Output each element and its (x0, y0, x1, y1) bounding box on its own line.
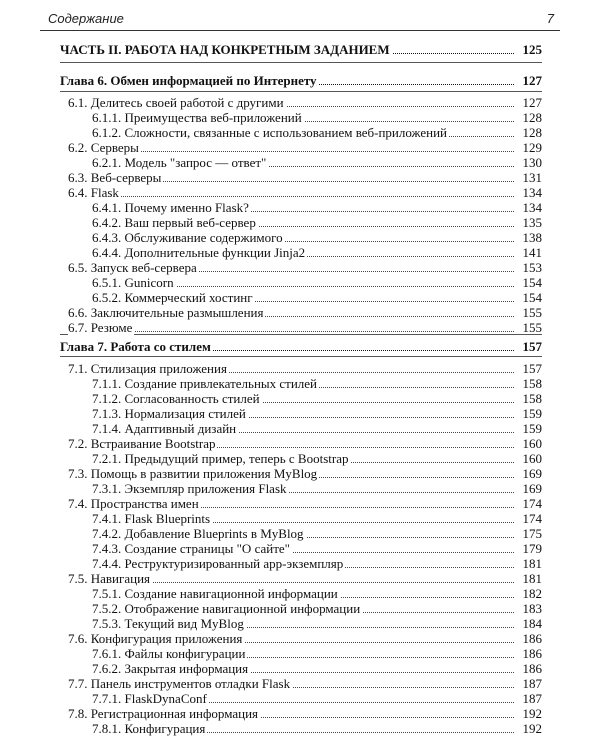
toc-chapter-entry (60, 339, 542, 354)
toc-entry-page: 154 (522, 275, 542, 290)
toc-entry-title: 6.4. Flask (68, 185, 119, 200)
toc-subsection-entry (60, 290, 542, 305)
toc-entry-title: 6.6. Заключительные размышления (68, 305, 264, 320)
toc-entry-page: 181 (522, 571, 542, 586)
toc-subsection-entry (60, 556, 542, 571)
toc-entry-page: 169 (522, 466, 542, 481)
toc-entry-title: 7.2. Встраивание Bootstrap (68, 436, 216, 451)
toc-section-entry (60, 185, 542, 200)
toc-entry-page: 127 (522, 73, 542, 88)
toc-entry-page: 134 (522, 185, 542, 200)
toc-entry-title: 7.5.2. Отображение навигационной информации (92, 601, 361, 616)
toc-subsection-entry (60, 230, 542, 245)
toc-entry-title: 7.1. Стилизация приложения (68, 361, 227, 376)
toc-subsection-entry (60, 511, 542, 526)
toc-entry-page: 186 (522, 631, 542, 646)
toc-entry-title: 7.1.1. Создание привлекательных стилей (92, 376, 318, 391)
toc-entry-page: 175 (522, 526, 542, 541)
toc-entry-page: 155 (522, 305, 542, 320)
toc-subsection-entry (60, 275, 542, 290)
toc-section-entry (60, 436, 542, 451)
toc-entry-title: 6.1.2. Сложности, связанные с использованием веб-приложений (92, 125, 448, 140)
toc-entry-page: 128 (522, 125, 542, 140)
toc-entry-page: 187 (522, 691, 542, 706)
toc-entry-title: 6.1. Делитесь своей работой с другими (68, 95, 284, 110)
toc-entry-title: 6.1.1. Преимущества веб-приложений (92, 110, 302, 125)
toc-entry-title: 7.6.1. Файлы конфигурации (92, 646, 246, 661)
toc-entry-page: 192 (522, 706, 542, 721)
toc-section-entry (60, 706, 542, 721)
toc-entry-page: 186 (522, 646, 542, 661)
toc-entry-page: 158 (522, 391, 542, 406)
toc-subsection-entry (60, 125, 542, 140)
header-page-number: 7 (546, 11, 554, 26)
toc-entry-page: 181 (522, 556, 542, 571)
toc-entry-page: 155 (522, 320, 542, 335)
toc-subsection-entry (60, 245, 542, 260)
toc-entry-title: 7.5.3. Текущий вид MyBlog (92, 616, 244, 631)
toc-subsection-entry (60, 601, 542, 616)
toc-section-entry (60, 260, 542, 275)
toc-entry-title: 7.6.2. Закрытая информация (92, 661, 249, 676)
divider-rule (60, 91, 542, 92)
toc-entry-title: 6.7. Резюме (68, 320, 133, 335)
toc-entry-page: 159 (522, 406, 542, 421)
toc-entry-title: 7.8. Регистрационная информация (68, 706, 259, 721)
toc-entry-title: 7.5.1. Создание навигационной информации (92, 586, 338, 601)
toc-entry-title: 6.4.1. Почему именно Flask? (92, 200, 249, 215)
toc-entry-page: 135 (522, 215, 542, 230)
toc-subsection-entry (60, 421, 542, 436)
toc-entry-title: 6.2. Серверы (68, 140, 139, 155)
toc-section-entry (60, 140, 542, 155)
toc-entry-title: 6.5.2. Коммерческий хостинг (92, 290, 253, 305)
toc-entry-title: 7.6. Конфигурация приложения (68, 631, 243, 646)
toc-entry-page: 159 (522, 421, 542, 436)
toc-entry-page: 184 (522, 616, 542, 631)
toc-subsection-entry (60, 526, 542, 541)
toc-section-entry (60, 676, 542, 691)
toc-entry-title: 7.7. Панель инструментов отладки Flask (68, 676, 291, 691)
divider-rule (60, 62, 542, 63)
toc-entry-page: 153 (522, 260, 542, 275)
toc-entry-title: 7.1.2. Согласованность стилей (92, 391, 260, 406)
toc-entry-title: 6.4.3. Обслуживание содержимого (92, 230, 283, 245)
toc-entry-page: 182 (522, 586, 542, 601)
toc-subsection-entry (60, 691, 542, 706)
toc-entry-title: 7.1.4. Адаптивный дизайн (92, 421, 237, 436)
toc-subsection-entry (60, 586, 542, 601)
toc-entry-title: 7.7.1. FlaskDynaConf (92, 691, 207, 706)
toc-section-entry (60, 305, 542, 320)
toc-entry-title: Глава 7. Работа со стилем (60, 339, 211, 354)
toc-entry-title: 6.3. Веб-серверы (68, 170, 162, 185)
toc-entry-page: 125 (522, 42, 542, 57)
toc-entry-page: 186 (522, 661, 542, 676)
toc-subsection-entry (60, 391, 542, 406)
toc-subsection-entry (60, 481, 542, 496)
toc-chapter-entry (60, 73, 542, 88)
toc-entry-title: 7.4.3. Создание страницы "О сайте" (92, 541, 290, 556)
toc-entry-title: Глава 6. Обмен информацией по Интернету (60, 73, 317, 88)
toc-section-entry (60, 631, 542, 646)
toc-section-entry (60, 496, 542, 511)
toc-entry-page: 157 (522, 339, 542, 354)
toc-subsection-entry (60, 110, 542, 125)
toc-entry-page: 179 (522, 541, 542, 556)
toc-entry-page: 154 (522, 290, 542, 305)
header-title: Содержание (48, 11, 124, 26)
toc-entry-page: 141 (522, 245, 542, 260)
toc-entry-page: 157 (522, 361, 542, 376)
toc-entry-title: ЧАСТЬ II. РАБОТА НАД КОНКРЕТНЫМ ЗАДАНИЕМ (60, 42, 390, 57)
toc-part-entry (60, 42, 542, 57)
toc-entry-page: 128 (522, 110, 542, 125)
toc-subsection-entry (60, 541, 542, 556)
toc-entry-page: 192 (522, 721, 542, 736)
toc-section-entry (60, 361, 542, 376)
toc-entry-page: 160 (522, 451, 542, 466)
toc-entry-title: 7.3. Помощь в развитии приложения MyBlog (68, 466, 318, 481)
toc-subsection-entry (60, 661, 542, 676)
toc-entry-title: 6.5.1. Gunicorn (92, 275, 174, 290)
toc-subsection-entry (60, 406, 542, 421)
toc-section-entry (60, 170, 542, 185)
running-header (40, 8, 560, 28)
toc-entry-page: 127 (522, 95, 542, 110)
toc-entry-page: 183 (522, 601, 542, 616)
toc-entry-title: 7.2.1. Предыдущий пример, теперь с Bootstrap (92, 451, 349, 466)
toc-subsection-entry (60, 616, 542, 631)
toc-subsection-entry (60, 451, 542, 466)
toc-subsection-entry (60, 155, 542, 170)
toc-entry-page: 134 (522, 200, 542, 215)
toc-entry-title: 7.1.3. Нормализация стилей (92, 406, 246, 421)
toc-entry-title: 6.5. Запуск веб-сервера (68, 260, 197, 275)
toc-subsection-entry (60, 646, 542, 661)
toc-entry-title: 6.2.1. Модель "запрос — ответ" (92, 155, 267, 170)
toc-entry-page: 130 (522, 155, 542, 170)
divider-rule (60, 356, 542, 357)
toc-entry-page: 138 (522, 230, 542, 245)
toc-entry-title: 7.4.4. Реструктуризированный app-экземпляр (92, 556, 344, 571)
toc-entry-title: 7.4.2. Добавление Blueprints в MyBlog (92, 526, 304, 541)
toc-entry-page: 169 (522, 481, 542, 496)
toc-subsection-entry (60, 200, 542, 215)
toc-entry-page: 160 (522, 436, 542, 451)
toc-entry-title: 7.5. Навигация (68, 571, 150, 586)
toc-entry-title: 7.3.1. Экземпляр приложения Flask (92, 481, 287, 496)
toc-entry-page: 158 (522, 376, 542, 391)
toc-entry-title: 7.4.1. Flask Blueprints (92, 511, 211, 526)
toc-subsection-entry (60, 215, 542, 230)
toc-entry-title: 6.4.2. Ваш первый веб-сервер (92, 215, 256, 230)
toc-entry-page: 187 (522, 676, 542, 691)
toc-entry-title: 7.4. Пространства имен (68, 496, 199, 511)
toc-entry-title: 7.8.1. Конфигурация (92, 721, 206, 736)
toc-section-entry (60, 466, 542, 481)
toc-entry-page: 131 (522, 170, 542, 185)
toc-section-entry (60, 571, 542, 586)
toc-entry-page: 174 (522, 511, 542, 526)
toc-subsection-entry (60, 376, 542, 391)
toc-entry-page: 129 (522, 140, 542, 155)
toc-section-entry (60, 320, 542, 335)
toc-section-entry (60, 95, 542, 110)
toc-entry-page: 174 (522, 496, 542, 511)
toc-entry-title: 6.4.4. Дополнительные функции Jinja2 (92, 245, 306, 260)
toc-subsection-entry (60, 721, 542, 736)
